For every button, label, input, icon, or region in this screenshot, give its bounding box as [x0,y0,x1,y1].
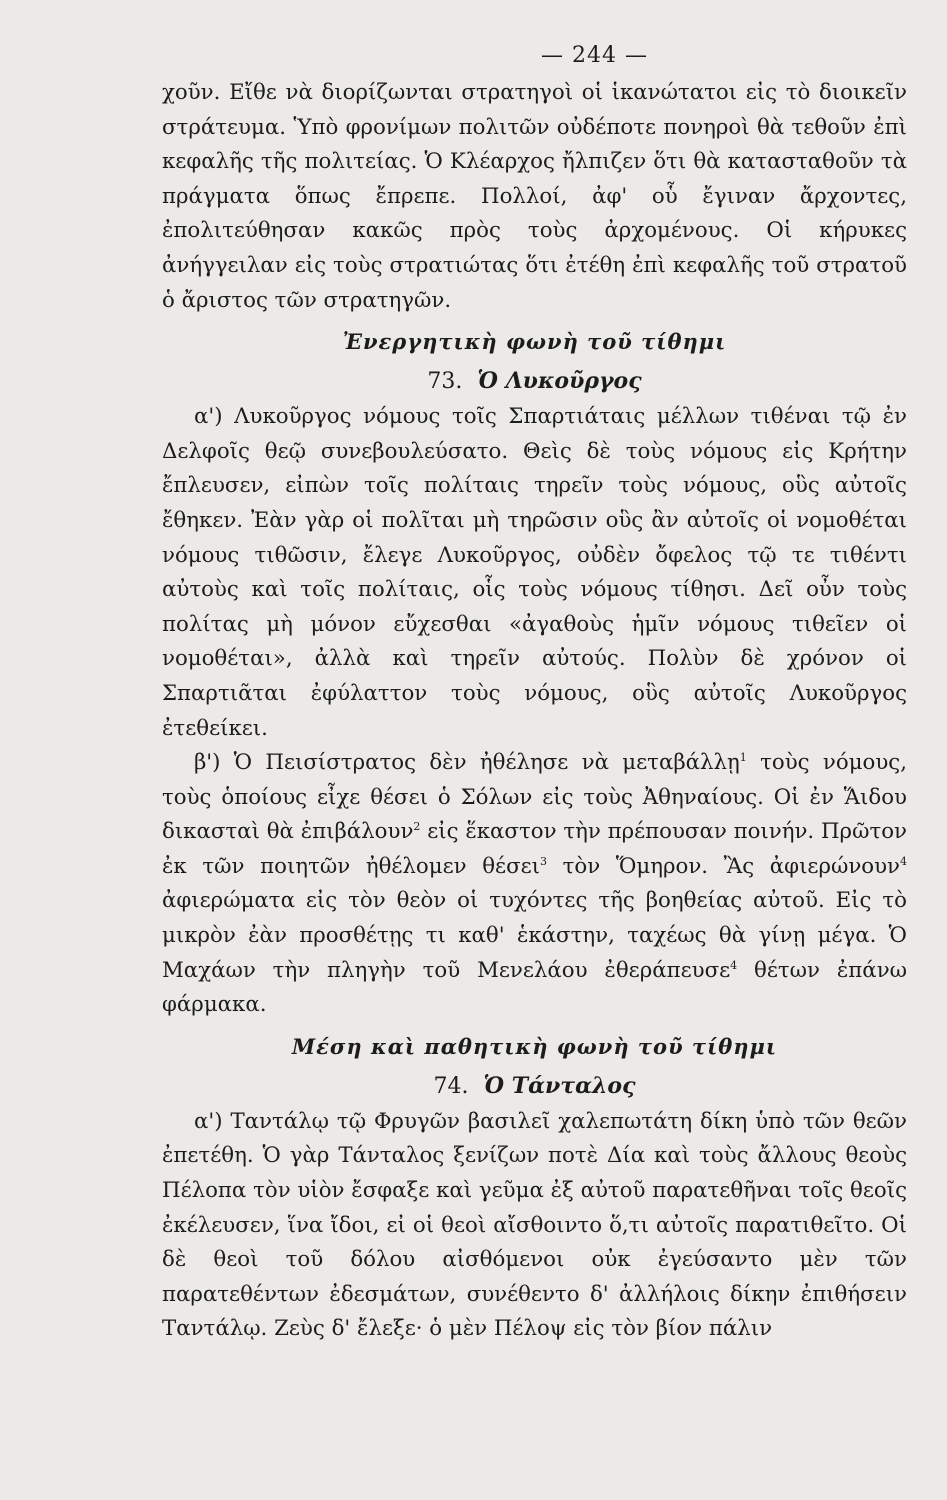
section-heading-active-voice: Ἐνεργητικὴ φωνὴ τοῦ τίθημι [342,329,727,355]
lesson-number: 74. [433,1073,469,1099]
lesson-number: 73. [427,369,463,395]
text-run: τοὺς νόμους, τοὺς ὁποίους εἶχε θέσει ὁ Σόλων εἰς τοὺς Ἀθηναίους. Οἱ ἐν Ἅιδου δικασταὶ θὰ ἐπιβάλουν [162,750,908,845]
text-run: θέτων ἐπάνω φάρμακα. [162,957,908,1018]
footnote-mark: 4 [900,854,907,868]
footnote-mark: 3 [540,854,547,868]
text-run: ἀφιερώματα εἰς τὸν θεὸν οἱ τυχόντες τῆς βοηθείας αὐτοῦ. Εἰς τὸ μικρὸν ἐὰν προσθέτῃς τι καθ' ἑκάστην, ταχέως θὰ γίνῃ μέγα. Ὁ Μαχάων τὴν πληγὴν τοῦ Μενελάου ἐθεράπευσε [162,888,907,983]
intro-paragraph: χοῦν. Εἴθε νὰ διορίζωνται στρατηγοὶ οἱ ἱκανώτατοι εἰς τὸ διοικεῖν στράτευμα. Ὑπὸ φρονίμων πολιτῶν οὐδέποτε πονηροὶ θὰ τεθοῦν ἐπὶ κεφαλῆς τῆς πολιτείας. Ὁ Κλέαρχος ἤλπιζεν ὅτι θὰ κατασταθοῦν τὰ πράγματα ὅπως ἔπρεπε. Πολλοί, ἀφ' οὗ ἔγιναν ἄρχοντες, ἐπολιτεύθησαν κακῶς πρὸς τοὺς ἀρχομένους. Οἱ κήρυκες ἀνήγγειλαν εἰς τοὺς στρατιώτας ὅτι ἐτέθη ἐπὶ κεφαλῆς τοῦ στρατοῦ ὁ ἄριστος τῶν στρατηγῶν. [162,80,907,313]
page-content [162,36,907,1347]
exercise-paragraph-a: α') Λυκοῦργος νόμους τοῖς Σπαρτιάταις μέλλων τιθέναι τῷ ἐν Δελφοῖς θεῷ συνεβουλεύσατο. Θεὶς δὲ τοὺς νόμους εἰς Κρήτην ἔπλευσεν, εἰπὼν τοῖς πολίταις τηρεῖν τοὺς νόμους, οὓς αὐτοῖς ἔθηκεν. Ἐὰν γὰρ οἱ πολῖται μὴ τηρῶσιν οὓς ἂν αὐτοῖς οἱ νομοθέται νόμους τιθῶσιν, ἔλεγε Λυκοῦργος, οὐδὲν ὄφελος τῷ τε τιθέντι αὐτοὺς καὶ τοῖς πολίταις, οἷς τοὺς νόμους τίθησι. Δεῖ οὖν τοὺς πολίτας μὴ μόνον εὔχεσθαι «ἀγαθοὺς ἡμῖν νόμους τιθεῖεν οἱ νομοθέται», ἀλλὰ καὶ τηρεῖν αὐτούς. Πολὺν δὲ χρόνον οἱ Σπαρτιᾶται ἐφύλαττον τοὺς νόμους, οὓς αὐτοῖς Λυκοῦργος ἐτεθείκει. [162,404,907,741]
text-run: τὸν Ὅμηρον. Ἂς ἀφιερώνουν [547,853,900,879]
lesson-heading-73 [162,362,907,400]
lesson-title: Ὁ Λυκοῦργος [477,368,642,395]
text-run: β') Ὁ Πεισίστρατος δὲν ἠθέλησε νὰ μεταβάλλῃ [194,750,740,776]
page-number: — 244 — [541,43,648,68]
footnote-mark: 1 [739,751,747,764]
exercise-paragraph-b [162,746,907,1023]
section-heading-middle-passive-voice: Μέση καὶ παθητικὴ φωνὴ τοῦ τίθημι [291,1033,778,1059]
exercise-paragraph-a-tantalus: α') Ταντάλῳ τῷ Φρυγῶν βασιλεῖ χαλεπωτάτη δίκη ὑπὸ τῶν θεῶν ἐπετέθη. Ὁ γὰρ Τάνταλος ξενίζων ποτὲ Δία καὶ τοὺς ἄλλους θεοὺς Πέλοπα τὸν υἱὸν ἔσφαξε καὶ γεῦμα ἐξ αὐτοῦ παρατεθῆναι τοῖς θεοῖς ἐκέλευσεν, ἵνα ἴδοι, εἰ οἱ θεοὶ αἴσθοιντο ὅ,τι αὐτοῖς παρατιθεῖτο. Οἱ δὲ θεοὶ τοῦ δόλου αἰσθόμενοι οὐκ ἐγεύσαντο μὲν τῶν παρατεθέντων ἐδεσμάτων, συνέθεντο δ' ἀλλήλοις δίκην ἐπιθήσειν Ταντάλῳ. Ζεὺς δ' ἔλεξε· ὁ μὲν Πέλοψ εἰς τὸν βίον πάλιν [162,1108,907,1342]
footnote-mark: 2 [413,820,421,834]
lesson-heading-74 [162,1067,907,1105]
lesson-title: Ὁ Τάνταλος [483,1072,636,1099]
footnote-mark: 4 [730,958,738,972]
text-run: εἰς ἕκαστον τὴν πρέπουσαν ποινήν. Πρῶτον ἐκ τῶν ποιητῶν ἠθέλομεν θέσει [162,819,907,879]
